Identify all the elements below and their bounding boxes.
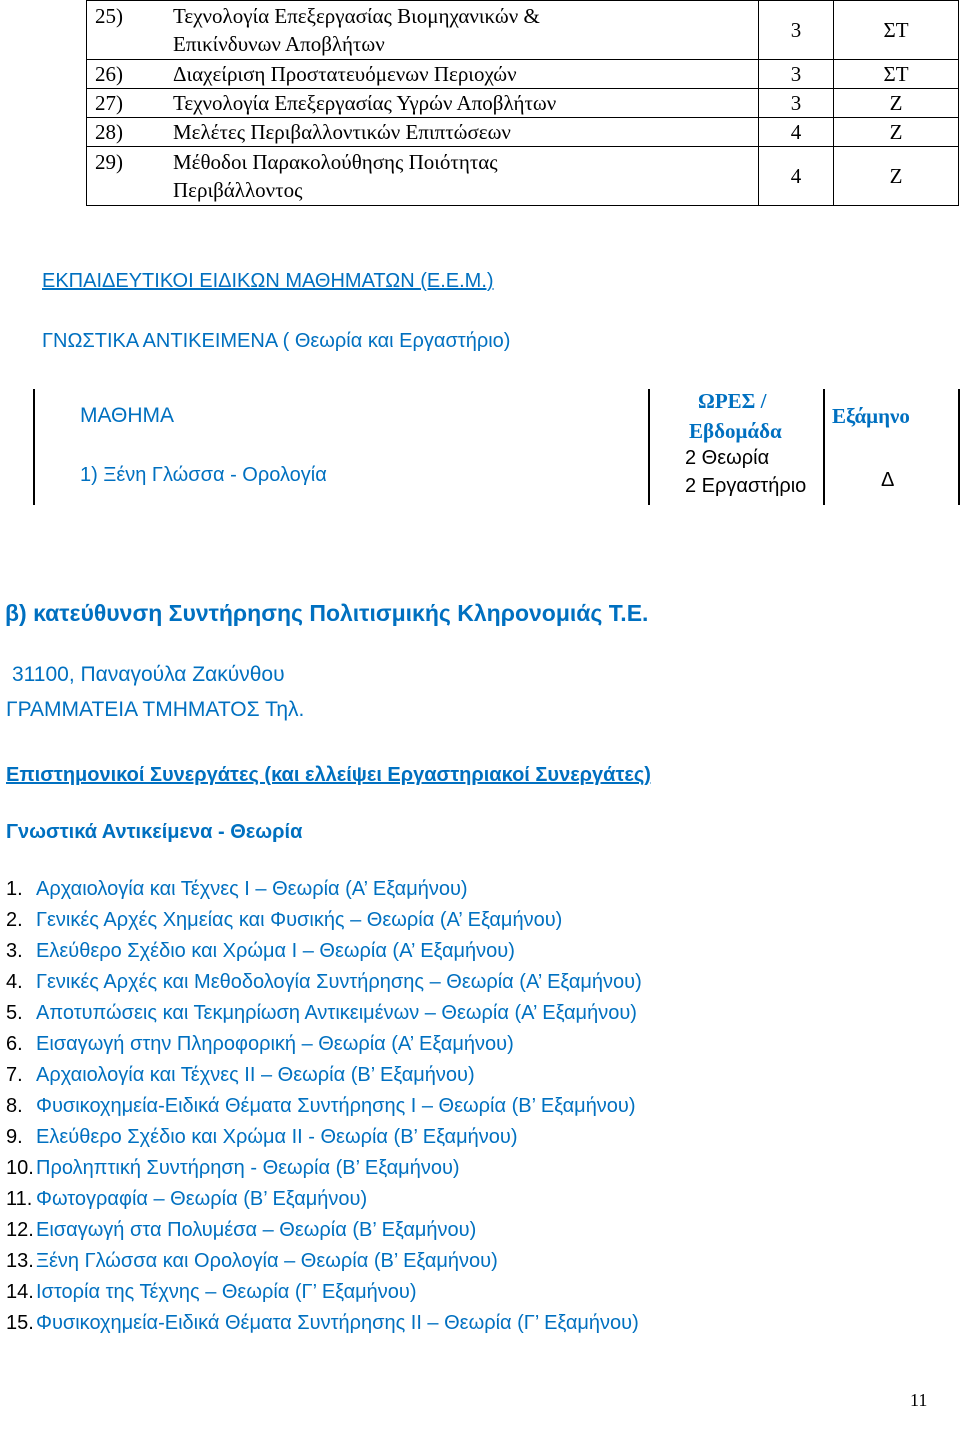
table-row (87, 118, 959, 147)
list-item-text: Φυσικοχημεία-Ειδικά Θέματα Συντήρησης ΙΙ – Θεωρία (Γ’ Εξαμήνου) (36, 1312, 639, 1334)
list-item (6, 1249, 642, 1280)
list-item (6, 1311, 642, 1342)
semester-cell: Ζ (834, 147, 959, 206)
branch-heading: β) κατεύθυνση Συντήρησης Πολιτισμικής Κληρονομιάς Τ.Ε. (5, 600, 649, 626)
course-name: Τεχνολογία Επεξεργασίας Βιομηχανικών & (173, 4, 540, 28)
course-cell (87, 89, 759, 118)
list-item-text: Ελεύθερο Σχέδιο και Χρώμα Ι – Θεωρία (Α’ Εξαμήνου) (36, 940, 515, 962)
address: 31100, Παναγούλα Ζακύνθου (12, 663, 285, 686)
hours-cell: 3 (759, 1, 834, 60)
row-course: 1) Ξένη Γλώσσα - Ορολογία (80, 464, 327, 486)
page-number: 11 (910, 1390, 928, 1410)
hours-cell: 3 (759, 60, 834, 89)
list-item-text: Αποτυπώσεις και Τεκμηρίωση Αντικειμένων – Θεωρία (Α’ Εξαμήνου) (36, 1002, 637, 1024)
course-title (95, 89, 758, 117)
list-item (6, 1280, 642, 1311)
course-name: Μέθοδοι Παρακολούθησης Ποιότητας (173, 150, 498, 174)
course-table-body (87, 1, 959, 206)
list-item-number: 7. (6, 1064, 23, 1086)
list-item-number: 10. (6, 1157, 34, 1179)
collaborators-heading: Επιστημονικοί Συνεργάτες (και ελλείψει Εργαστηριακοί Συνεργάτες) (6, 764, 651, 786)
list-item-text: Φυσικοχημεία-Ειδικά Θέματα Συντήρησης Ι – Θεωρία (Β’ Εξαμήνου) (36, 1095, 636, 1117)
column-header-semester: Εξάμηνο (832, 404, 910, 428)
course-name: Διαχείριση Προστατευόμενων Περιοχών (173, 62, 517, 86)
course-name-cont: Επικίνδυνων Αποβλήτων (173, 32, 385, 56)
hours-cell: 3 (759, 89, 834, 118)
row-semester: Δ (881, 469, 895, 491)
course-number: 29) (95, 150, 123, 174)
list-item-number: 14. (6, 1281, 34, 1303)
table-row (87, 89, 959, 118)
table-row (87, 147, 959, 206)
special-courses-table (33, 389, 960, 505)
list-item-text: Εισαγωγή στα Πολυμέσα – Θεωρία (Β’ Εξαμήνου) (36, 1219, 477, 1241)
row-hours-theory: 2 Θεωρία (685, 447, 770, 469)
course-cell (87, 60, 759, 89)
list-item-number: 6. (6, 1033, 23, 1055)
table-divider (648, 389, 650, 505)
table-divider (823, 389, 825, 505)
table-border-left (33, 389, 35, 505)
list-item-text: Γενικές Αρχές και Μεθοδολογία Συντήρησης – Θεωρία (Α’ Εξαμήνου) (36, 971, 642, 993)
list-item-number: 11. (6, 1188, 33, 1210)
column-header-hours-sub: Εβδομάδα (689, 419, 782, 443)
list-item (6, 877, 642, 908)
list-item (6, 908, 642, 939)
list-item (6, 1187, 642, 1218)
semester-cell: Ζ (834, 89, 959, 118)
hours-cell: 4 (759, 147, 834, 206)
list-item (6, 1125, 642, 1156)
list-item-number: 3. (6, 940, 23, 962)
list-item-number: 12. (6, 1219, 34, 1241)
course-name-cont: Περιβάλλοντος (173, 178, 303, 202)
course-number: 27) (95, 91, 123, 115)
list-item-text: Αρχαιολογία και Τέχνες ΙΙ – Θεωρία (Β’ Εξαμήνου) (36, 1064, 475, 1086)
list-item (6, 1001, 642, 1032)
list-item (6, 1094, 642, 1125)
list-item-text: Αρχαιολογία και Τέχνες Ι – Θεωρία (Α’ Εξαμήνου) (36, 878, 468, 900)
course-cell (87, 147, 759, 206)
list-item-text: Προληπτική Συντήρηση - Θεωρία (Β’ Εξαμήνου) (36, 1157, 460, 1179)
subjects-heading: Γνωστικά Αντικείμενα - Θεωρία (6, 821, 303, 843)
list-item-number: 9. (6, 1126, 23, 1148)
column-header-course: ΜΑΘΗΜΑ (80, 404, 175, 427)
list-item-text: Ελεύθερο Σχέδιο και Χρώμα ΙΙ - Θεωρία (Β’ Εξαμήνου) (36, 1126, 518, 1148)
secretariat: ΓΡΑΜΜΑΤΕΙΑ ΤΜΗΜΑΤΟΣ Τηλ. (6, 698, 305, 721)
semester-cell: ΣΤ (834, 1, 959, 60)
course-cell (87, 1, 759, 60)
list-item-number: 13. (6, 1250, 34, 1272)
course-number: 26) (95, 62, 123, 86)
list-item-number: 2. (6, 909, 23, 931)
course-title (95, 118, 758, 146)
section-subtitle: ΓΝΩΣΤΙΚΑ ΑΝΤΙΚΕΙΜΕΝΑ ( Θεωρία και Εργαστήριο) (42, 330, 511, 352)
list-item-text: Ιστορία της Τέχνης – Θεωρία (Γ’ Εξαμήνου) (36, 1281, 417, 1303)
hours-cell: 4 (759, 118, 834, 147)
semester-cell: ΣΤ (834, 60, 959, 89)
list-item-number: 1. (6, 878, 23, 900)
list-item-text: Εισαγωγή στην Πληροφορική – Θεωρία (Α’ Εξαμήνου) (36, 1033, 514, 1055)
column-header-hours: ΩΡΕΣ / (698, 389, 767, 413)
list-item-text: Φωτογραφία – Θεωρία (Β’ Εξαμήνου) (36, 1188, 368, 1210)
row-hours-lab: 2 Εργαστήριο (685, 475, 807, 497)
course-title (95, 60, 758, 88)
list-item (6, 1218, 642, 1249)
course-name: Μελέτες Περιβαλλοντικών Επιπτώσεων (173, 120, 511, 144)
course-list (6, 877, 642, 1342)
course-title (95, 2, 758, 30)
semester-cell: Ζ (834, 118, 959, 147)
list-item (6, 939, 642, 970)
list-item (6, 970, 642, 1001)
table-row (87, 60, 959, 89)
list-item (6, 1063, 642, 1094)
list-item-number: 4. (6, 971, 23, 993)
course-title (95, 148, 758, 176)
table-row (87, 1, 959, 60)
list-item-text: Ξένη Γλώσσα και Ορολογία – Θεωρία (Β’ Εξαμήνου) (36, 1250, 498, 1272)
list-item-text: Γενικές Αρχές Χημείας και Φυσικής – Θεωρία (Α’ Εξαμήνου) (36, 909, 563, 931)
list-item (6, 1032, 642, 1063)
course-number: 28) (95, 120, 123, 144)
course-number: 25) (95, 4, 123, 28)
course-table (86, 0, 959, 206)
list-item-number: 8. (6, 1095, 23, 1117)
list-item-number: 15. (6, 1312, 34, 1334)
course-cell (87, 118, 759, 147)
list-item-number: 5. (6, 1002, 23, 1024)
course-name: Τεχνολογία Επεξεργασίας Υγρών Αποβλήτων (173, 91, 557, 115)
section-title: ΕΚΠΑΙΔΕΥΤΙΚΟΙ ΕΙΔΙΚΩΝ ΜΑΘΗΜΑΤΩΝ (Ε.Ε.Μ.) (42, 270, 494, 292)
list-item (6, 1156, 642, 1187)
